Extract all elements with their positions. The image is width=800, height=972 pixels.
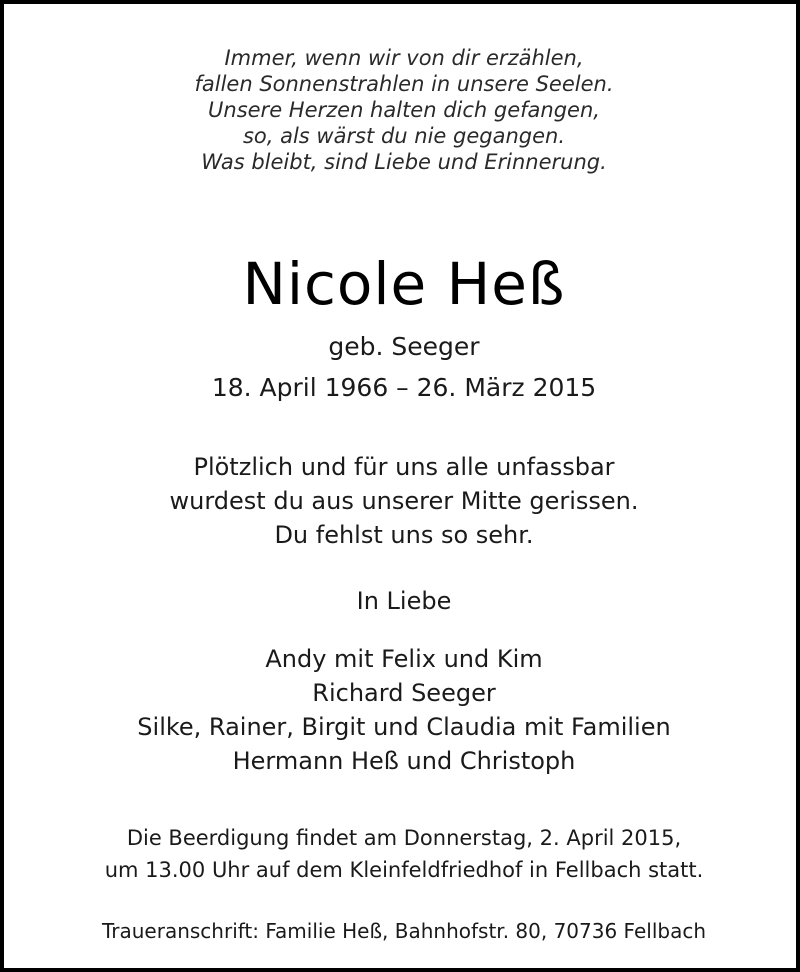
- message-line: Du fehlst uns so sehr.: [274, 521, 534, 549]
- mourner-line: Richard Seeger: [312, 679, 496, 707]
- poem-line: fallen Sonnenstrahlen in unsere Seelen.: [194, 72, 614, 96]
- funeral-info-line: Die Beerdigung findet am Donnerstag, 2. April 2015,: [126, 826, 682, 850]
- poem-line: Immer, wenn wir von dir erzählen,: [224, 46, 584, 70]
- closing-text: In Liebe: [356, 587, 452, 615]
- funeral-info-line: um 13.00 Uhr auf dem Kleinfeldfriedhof in Fellbach statt.: [104, 858, 704, 882]
- life-dates: 18. April 1966 – 26. März 2015: [211, 373, 597, 402]
- poem-line: Was bleibt, sind Liebe und Erinnerung.: [201, 150, 607, 174]
- poem-line: so, als wärst du nie gegangen.: [242, 124, 566, 148]
- mourner-line: Hermann Heß und Christoph: [232, 747, 576, 775]
- mourning-address: Traueranschrift: Familie Heß, Bahnhofstr. 80, 70736 Fellbach: [101, 919, 707, 943]
- mourner-line: Andy mit Felix und Kim: [265, 645, 543, 673]
- message-line: Plötzlich und für uns alle unfassbar: [193, 453, 615, 481]
- deceased-name: Nicole Heß: [242, 250, 566, 318]
- poem-line: Unsere Herzen halten dich gefangen,: [208, 98, 600, 122]
- birth-name: geb. Seeger: [328, 332, 480, 361]
- message-line: wurdest du aus unserer Mitte gerissen.: [169, 487, 639, 515]
- mourner-line: Silke, Rainer, Birgit und Claudia mit Familien: [137, 713, 671, 741]
